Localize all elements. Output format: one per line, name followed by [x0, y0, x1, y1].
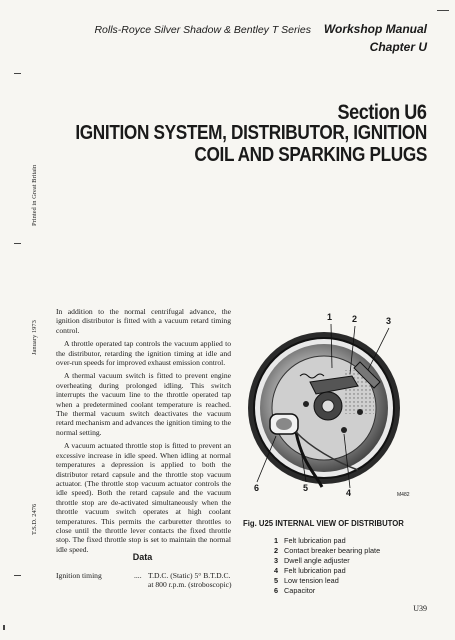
body-text — [56, 307, 231, 558]
callout-4: 4 — [346, 488, 352, 498]
legend-item: 6 Capacitor — [274, 586, 316, 595]
page-number: U39 — [413, 604, 427, 613]
screw — [303, 401, 309, 407]
chapter-label: Chapter U — [369, 40, 427, 54]
legend-item: 1 Felt lubrication pad — [274, 536, 346, 545]
callout-6: 6 — [254, 483, 260, 493]
paragraph: A throttle operated tap controls the vacuum applied to the distributor, retarding the ignition timing at idle and over-run speeds for improved exhaust emission control. — [56, 339, 231, 368]
capacitor-end — [276, 418, 292, 430]
callout-1: 1 — [327, 312, 333, 322]
margin-tick — [14, 575, 21, 576]
cam-center — [322, 400, 334, 412]
screw — [357, 409, 363, 415]
data-heading: Data — [132, 552, 153, 562]
manual-name: Workshop Manual — [323, 22, 427, 36]
margin-tick — [3, 625, 5, 630]
printed-in-label: Printed in Great Britain — [31, 164, 38, 226]
document-ref: T.S.D. 2476 — [31, 503, 38, 535]
figure-caption: Fig. U25 INTERNAL VIEW OF DISTRIBUTOR — [243, 518, 404, 528]
figure-legend — [274, 536, 380, 596]
paragraph: In addition to the normal centrifugal advance, the ignition distributor is fitted with a vacuum retard timing control. — [56, 307, 231, 335]
data-value-line: T.D.C. (Static) 5° B.T.D.C. — [148, 571, 231, 580]
data-label: Ignition timing — [56, 571, 102, 580]
legend-item: 4 Felt lubrication pad — [274, 566, 346, 575]
running-header — [94, 22, 427, 36]
book-title: Rolls-Royce Silver Shadow & Bentley T Series — [94, 24, 311, 36]
section-number: Section U6 — [337, 101, 427, 124]
paragraph: A vacuum actuated throttle stop is fitted to prevent an excessive increase in idle speed. When idling at normal temperatures a depression is applied to both the distributor retard capsule and the throttle stop vacuum actuator. (The throttle stop vacuum actuator controls the idle speed). Both the retard capsule and the vacuum throttle stop are de-activated simultaneously when the throttle vacuum switch operates at high coolant temperatures. This permits the carburetter throttles to close until the throttle lever contacts the fixed throttle stop. The fixed throttle stop is set to maintain the normal idle speed. — [56, 441, 231, 554]
screw — [341, 427, 347, 433]
data-value-line: at 800 r.p.m. (stroboscopic) — [148, 580, 232, 590]
legend-item: 3 Dwell angle adjuster — [274, 556, 350, 565]
figure-ref: M482 — [397, 492, 410, 498]
callout-5: 5 — [303, 483, 309, 493]
margin-tick — [14, 243, 21, 244]
distributor-figure — [240, 312, 418, 502]
edge-mark — [437, 10, 449, 11]
callout-2: 2 — [352, 314, 358, 324]
issue-date: January 1973 — [31, 320, 38, 355]
paragraph: A thermal vacuum switch is fitted to prevent engine overheating during prolonged idling. This switch interrupts the vacuum line to the throttle operated tap when a predetermined coolant temperature is reached. The thermal vacuum switch deactivates the vacuum retard mechanism and advances the ignition timing to the normal setting. — [56, 371, 231, 437]
callout-3: 3 — [386, 316, 392, 326]
legend-item: 2 Contact breaker bearing plate — [274, 546, 381, 555]
legend-item: 5 Low tension lead — [274, 576, 339, 585]
section-title: IGNITION SYSTEM, DISTRIBUTOR, IGNITION COIL AND SPARKING PLUGS — [75, 122, 428, 166]
margin-tick — [14, 73, 21, 74]
data-value — [148, 571, 268, 590]
data-leader: .... — [134, 571, 142, 580]
